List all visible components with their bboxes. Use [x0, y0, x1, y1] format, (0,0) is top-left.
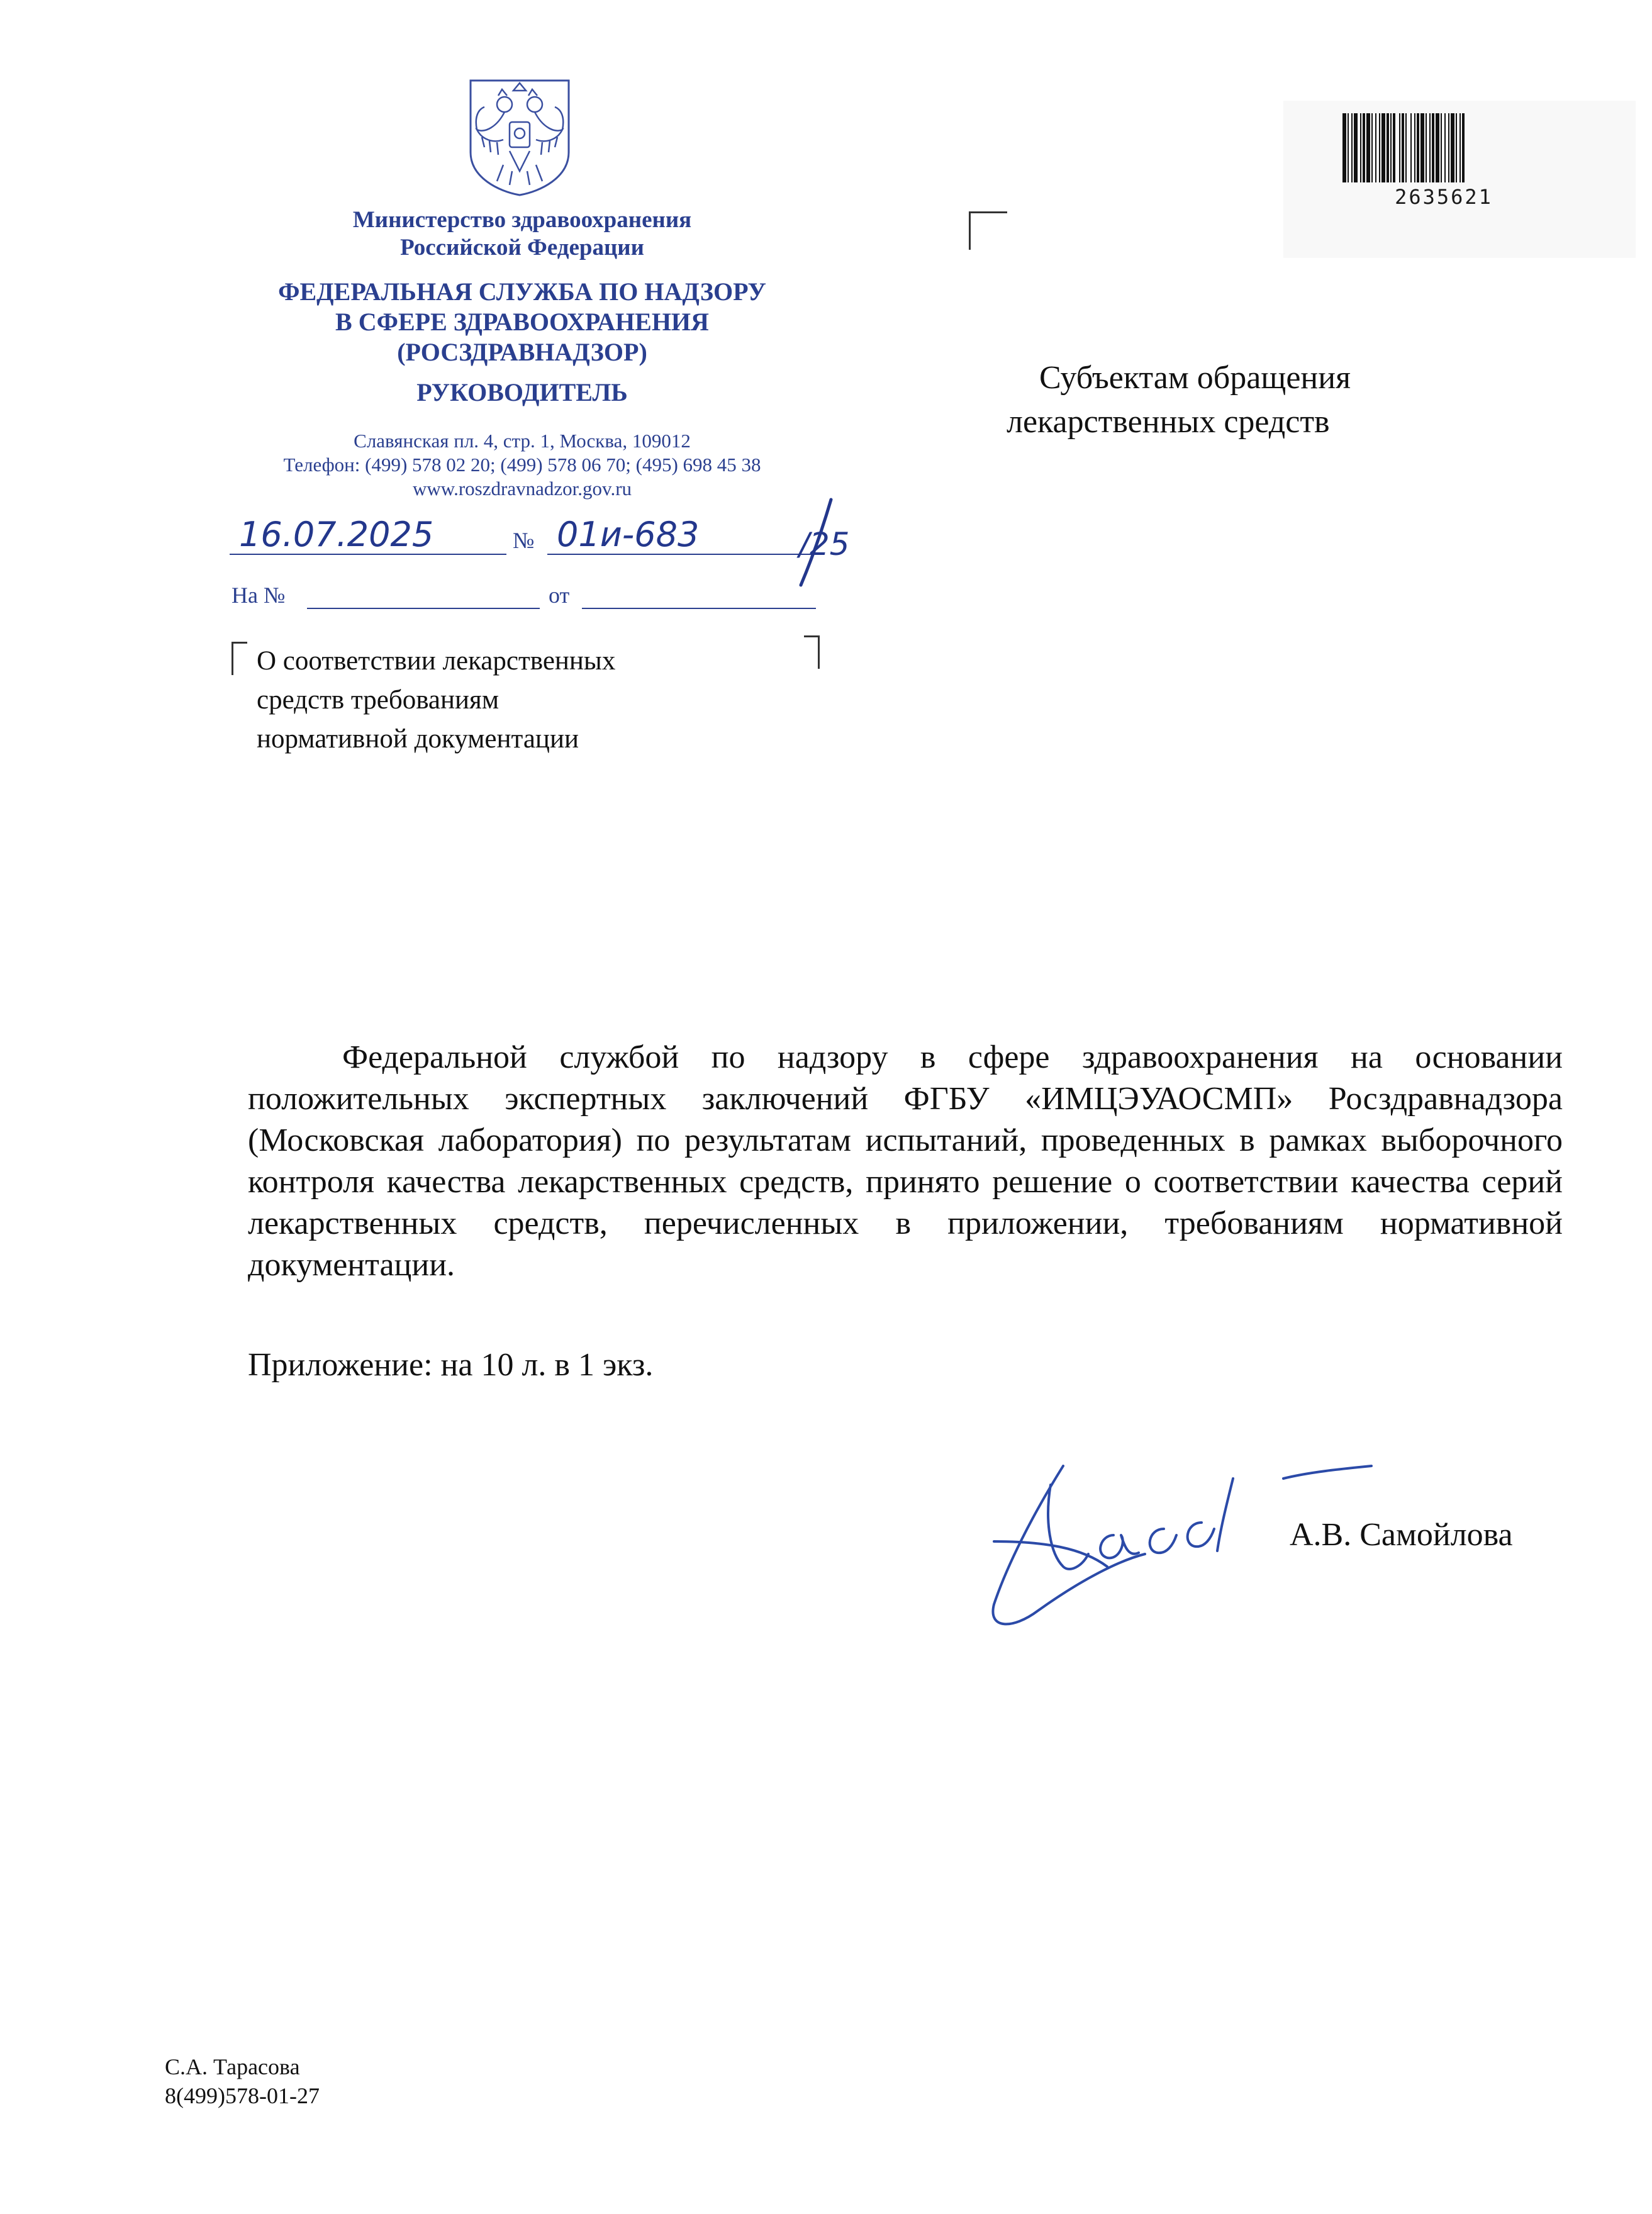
ref-from-label: от	[549, 583, 570, 608]
letterhead-service	[189, 277, 856, 367]
executor-block	[165, 2052, 320, 2110]
subject-line-2: средств требованиям	[257, 685, 500, 715]
signer-name: А.В. Самойлова	[1290, 1517, 1513, 1553]
letterhead-phone: Телефон: (499) 578 02 20; (499) 578 06 70; (495) 698 45 38	[283, 454, 761, 476]
barcode-number: 2635621	[1395, 185, 1493, 209]
service-line-2: В СФЕРЕ ЗДРАВООХРАНЕНИЯ	[335, 308, 709, 336]
state-emblem-icon	[466, 77, 574, 196]
ministry-line-1: Министерство здравоохранения	[352, 207, 692, 233]
addressee-block	[1007, 356, 1351, 444]
addressee-line-1: Субъектам обращения	[1039, 360, 1351, 396]
letterhead-head-title: РУКОВОДИТЕЛЬ	[416, 378, 628, 406]
number-label: №	[513, 528, 535, 553]
registration-number-suffix: /25	[799, 526, 850, 562]
subject-corner-right	[804, 635, 820, 669]
body-paragraph: Федеральной службой по надзору в сфере здравоохранения на основании положительных экспертных заключений ФГБУ «ИМЦЭУАОСМП» Росздравнадзора (Московская лаборатория) по результатам испытаний, проведенных в рамках выборочного контроля качества лекарственных средств, принято решение о соответствии качества серий лекарственных средств, перечисленных в приложении, требованиям нормативной документации.	[248, 1039, 1563, 1283]
letter-body	[248, 1037, 1563, 1286]
attachment-note: Приложение: на 10 л. в 1 экз.	[248, 1347, 654, 1383]
addressee-line-2: лекарственных средств	[1007, 404, 1330, 440]
service-line-3: (РОСЗДРАВНАДЗОР)	[397, 338, 647, 366]
letterhead-website: www.roszdravnadzor.gov.ru	[412, 478, 632, 500]
subject-corner-left	[232, 642, 247, 675]
ref-from-underline	[582, 608, 816, 609]
registration-number: 01и-683	[557, 515, 700, 554]
registration-date: 16.07.2025	[239, 515, 434, 554]
executor-name: С.А. Тарасова	[165, 2054, 300, 2079]
letterhead-ministry	[189, 206, 856, 262]
service-line-1: ФЕДЕРАЛЬНАЯ СЛУЖБА ПО НАДЗОРУ	[278, 277, 766, 306]
ref-number-underline	[307, 608, 540, 609]
barcode-icon	[1340, 111, 1548, 186]
subject-line-1: О соответствии лекарственных	[257, 646, 616, 676]
letterhead-contacts	[189, 429, 856, 501]
ref-number-label: На №	[232, 583, 286, 608]
letterhead-address: Славянская пл. 4, стр. 1, Москва, 109012	[354, 430, 691, 452]
addressee-corner	[969, 211, 1007, 250]
subject-line-3: нормативной документации	[257, 724, 579, 754]
subject-block	[257, 642, 615, 759]
executor-phone: 8(499)578-01-27	[165, 2083, 320, 2108]
ministry-line-2: Российской Федерации	[400, 235, 644, 260]
